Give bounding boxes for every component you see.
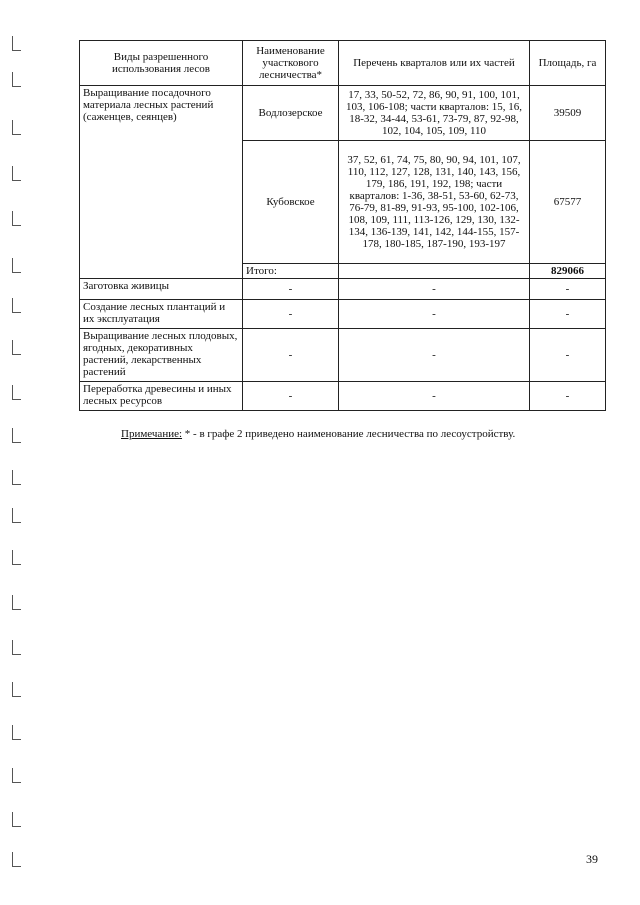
header-blocks-list: Перечень кварталов или их частей [339, 41, 530, 86]
binding-mark [12, 852, 21, 867]
table-row [80, 300, 606, 329]
forestry-cell: - [243, 300, 339, 329]
forestry-cell: Водлозерское [243, 86, 339, 141]
table-row [80, 86, 606, 141]
binding-mark [12, 166, 21, 181]
area-cell: - [530, 300, 606, 329]
table-row [80, 279, 606, 300]
header-use-type: Виды разрешенного использования лесов [80, 41, 243, 86]
forestry-cell: - [243, 382, 339, 411]
binding-mark [12, 508, 21, 523]
binding-mark [12, 812, 21, 827]
use-type-cell: Создание лесных плантаций и их эксплуатация [80, 300, 243, 329]
header-forestry-name: Наименование участкового лесничества* [243, 41, 339, 86]
binding-mark [12, 36, 21, 51]
binding-mark [12, 470, 21, 485]
area-cell: 67577 [530, 141, 606, 264]
table-row [80, 382, 606, 411]
binding-mark [12, 298, 21, 313]
binding-mark [12, 340, 21, 355]
footnote-text: * - в графе 2 приведено наименование лесничества по лесоустройству. [182, 428, 516, 440]
binding-mark [12, 72, 21, 87]
footnote [121, 428, 601, 440]
binding-mark [12, 211, 21, 226]
use-type-cell: Переработка древесины и иных лесных ресурсов [80, 382, 243, 411]
binding-mark [12, 725, 21, 740]
area-cell: - [530, 382, 606, 411]
use-type-cell: Заготовка живицы [80, 279, 243, 300]
binding-mark [12, 120, 21, 135]
table-header-row [80, 41, 606, 86]
binding-mark [12, 258, 21, 273]
binding-mark [12, 768, 21, 783]
binding-mark [12, 385, 21, 400]
header-area: Площадь, га [530, 41, 606, 86]
binding-mark [12, 550, 21, 565]
binding-mark [12, 595, 21, 610]
area-cell: - [530, 329, 606, 382]
forestry-cell: - [243, 279, 339, 300]
binding-mark [12, 682, 21, 697]
total-area: 829066 [530, 264, 606, 279]
forest-use-table [79, 40, 606, 411]
binding-mark [12, 640, 21, 655]
table-row [80, 329, 606, 382]
binding-marks [12, 0, 26, 905]
blocks-cell: 37, 52, 61, 74, 75, 80, 90, 94, 101, 107, 110, 112, 127, 128, 131, 140, 143, 156, 179, 186, 191, 192, 198; части кварталов: 1-36, 38-51, 53-60, 62-73, 76-79, 81-89, 91-93, 95-100, 102-106, 108, 109, 111, 113-126, 129, 130, 132-134, 136-139, 141, 142, 144-155, 157-178, 180-185, 187-190, 193-197 [339, 141, 530, 264]
use-type-cell: Выращивание лесных плодовых, ягодных, декоративных растений, лекарственных растений [80, 329, 243, 382]
blocks-cell: - [339, 329, 530, 382]
page-number: 39 [586, 852, 598, 866]
total-label: Итого: [243, 264, 339, 279]
forestry-cell: - [243, 329, 339, 382]
blocks-cell: - [339, 279, 530, 300]
total-blocks-cell [339, 264, 530, 279]
forestry-cell: Кубовское [243, 141, 339, 264]
blocks-cell: - [339, 300, 530, 329]
area-cell: 39509 [530, 86, 606, 141]
area-cell: - [530, 279, 606, 300]
footnote-label: Примечание: [121, 428, 183, 440]
use-type-cell: Выращивание посадочного материала лесных растений (саженцев, сеянцев) [80, 86, 243, 279]
blocks-cell: 17, 33, 50-52, 72, 86, 90, 91, 100, 101, 103, 106-108; части кварталов: 15, 16, 18-32, 34-44, 53-61, 73-79, 87, 92-98, 102, 104, 105, 109, 110 [339, 86, 530, 141]
binding-mark [12, 428, 21, 443]
blocks-cell: - [339, 382, 530, 411]
